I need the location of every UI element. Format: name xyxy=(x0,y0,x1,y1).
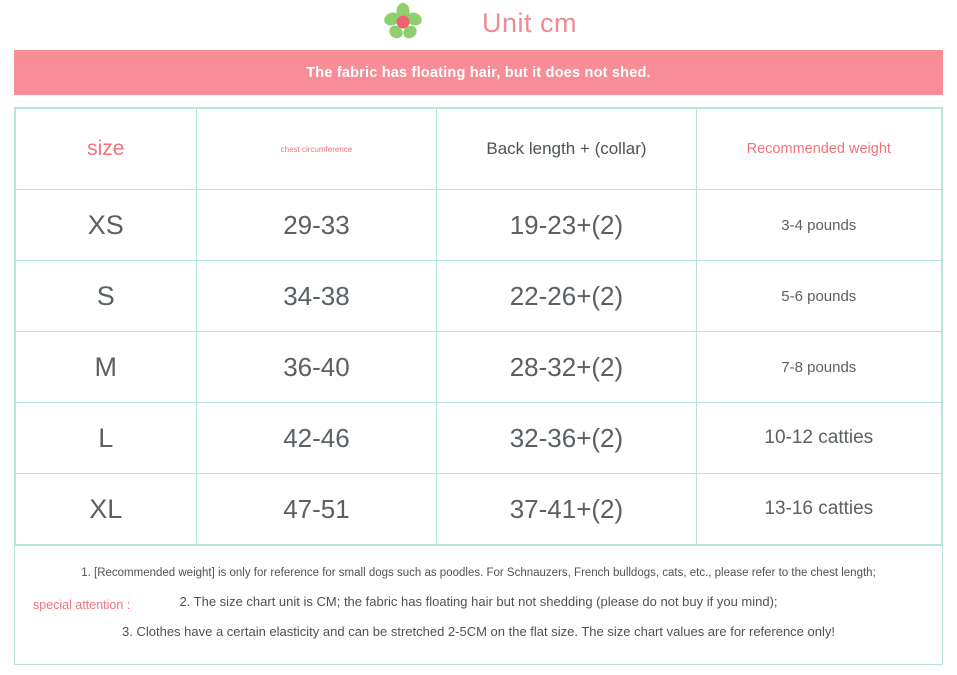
table-row xyxy=(16,332,942,403)
fabric-notice-banner xyxy=(14,50,943,95)
column-header-recommended-weight: Recommended weight xyxy=(696,109,941,190)
cell-weight: 5-6 pounds xyxy=(696,261,941,332)
page-title: Unit cm xyxy=(481,7,577,38)
note-line-3: 3. Clothes have a certain elasticity and can be stretched 2-5CM on the flat size. The size chart values are for reference only! xyxy=(122,623,835,639)
column-header-back-length: Back length + (collar) xyxy=(437,109,696,190)
cell-chest: 36-40 xyxy=(196,332,437,403)
cell-size: S xyxy=(16,261,197,332)
cell-weight: 3-4 pounds xyxy=(696,190,941,261)
cell-chest: 42-46 xyxy=(196,403,437,474)
column-header-chest: chest circumference xyxy=(196,109,437,190)
cell-weight: 7-8 pounds xyxy=(696,332,941,403)
cell-size: XS xyxy=(16,190,197,261)
table-row xyxy=(16,474,942,545)
cell-back-length: 28-32+(2) xyxy=(437,332,696,403)
cell-back-length: 32-36+(2) xyxy=(437,403,696,474)
cell-back-length: 19-23+(2) xyxy=(437,190,696,261)
size-table xyxy=(15,108,942,545)
cell-back-length: 37-41+(2) xyxy=(437,474,696,545)
cell-weight: 13-16 catties xyxy=(696,474,941,545)
special-attention-label: special attention : xyxy=(33,598,131,612)
flower-icon xyxy=(380,3,426,43)
cell-size: M xyxy=(16,332,197,403)
note-line-2: 2. The size chart unit is CM; the fabric has floating hair but not shedding (please do not buy if you mind); xyxy=(179,594,778,610)
size-table-wrapper xyxy=(14,107,943,546)
note-line-1: 1. [Recommended weight] is only for reference for small dogs such as poodles. For Schnauzers, French bulldogs, cats, etc., please refer to the chest length; xyxy=(81,567,876,579)
fabric-notice-text: The fabric has floating hair, but it does not shed. xyxy=(306,64,651,81)
cell-chest: 29-33 xyxy=(196,190,437,261)
table-row xyxy=(16,190,942,261)
notes-section xyxy=(14,546,943,665)
cell-size: XL xyxy=(16,474,197,545)
cell-back-length: 22-26+(2) xyxy=(437,261,696,332)
cell-weight: 10-12 catties xyxy=(696,403,941,474)
table-row xyxy=(16,261,942,332)
cell-size: L xyxy=(16,403,197,474)
cell-chest: 47-51 xyxy=(196,474,437,545)
column-header-size: size xyxy=(16,109,197,190)
table-header-row xyxy=(16,109,942,190)
cell-chest: 34-38 xyxy=(196,261,437,332)
table-row xyxy=(16,403,942,474)
page-header xyxy=(0,0,957,46)
